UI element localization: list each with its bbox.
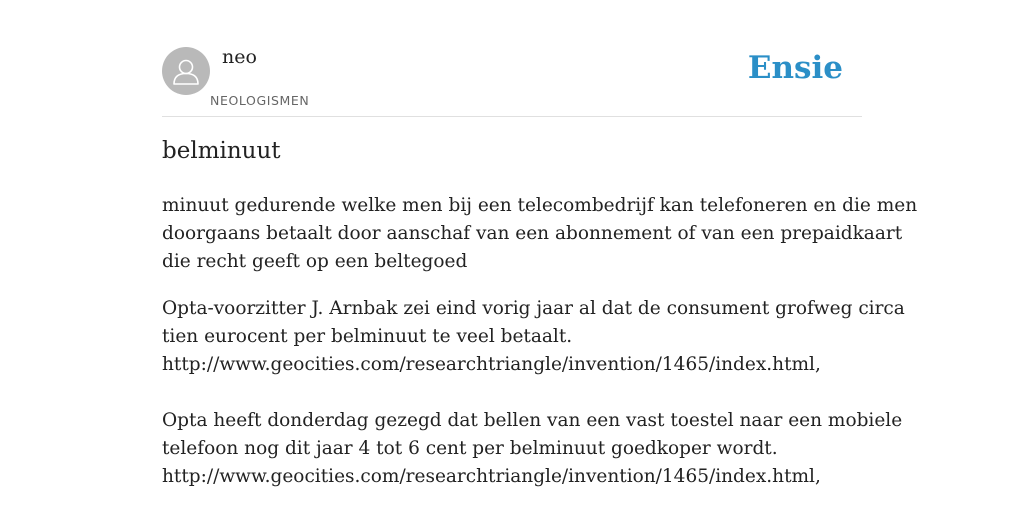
example-line: telefoon nog dit jaar 4 tot 6 cent per belminuut goedkoper wordt. <box>162 438 778 459</box>
example-line: Opta heeft donderdag gezegd dat bellen van een vast toestel naar een mobiele <box>162 410 903 431</box>
page-content <box>162 0 918 487</box>
example-source-link[interactable]: http://www.geocities.com/researchtriangle/invention/1465/index.html, <box>162 466 821 487</box>
example-line: Opta-voorzitter J. Arnbak zei eind vorig jaar al dat de consument grofweg circa <box>162 298 905 319</box>
definition-line: doorgaans betaalt door aanschaf van een abonnement of van een prepaidkaart <box>162 223 903 244</box>
user-icon <box>162 47 210 95</box>
example-item <box>162 295 905 379</box>
entry-title: belminuut <box>162 138 281 164</box>
example-item <box>162 407 903 491</box>
definition-line: die recht geeft op een beltegoed <box>162 251 468 272</box>
username[interactable]: neo <box>222 46 257 68</box>
avatar[interactable] <box>162 47 210 95</box>
header <box>162 0 862 117</box>
user-group-label[interactable]: NEOLOGISMEN <box>210 93 310 108</box>
definition-line: minuut gedurende welke men bij een telecombedrijf kan telefoneren en die men <box>162 195 918 216</box>
example-source-link[interactable]: http://www.geocities.com/researchtriangle/invention/1465/index.html, <box>162 354 821 375</box>
entry-definition <box>162 192 918 276</box>
ensie-logo[interactable]: Ensie <box>747 50 843 86</box>
example-list <box>162 295 905 491</box>
example-line: tien eurocent per belminuut te veel betaalt. <box>162 326 573 347</box>
